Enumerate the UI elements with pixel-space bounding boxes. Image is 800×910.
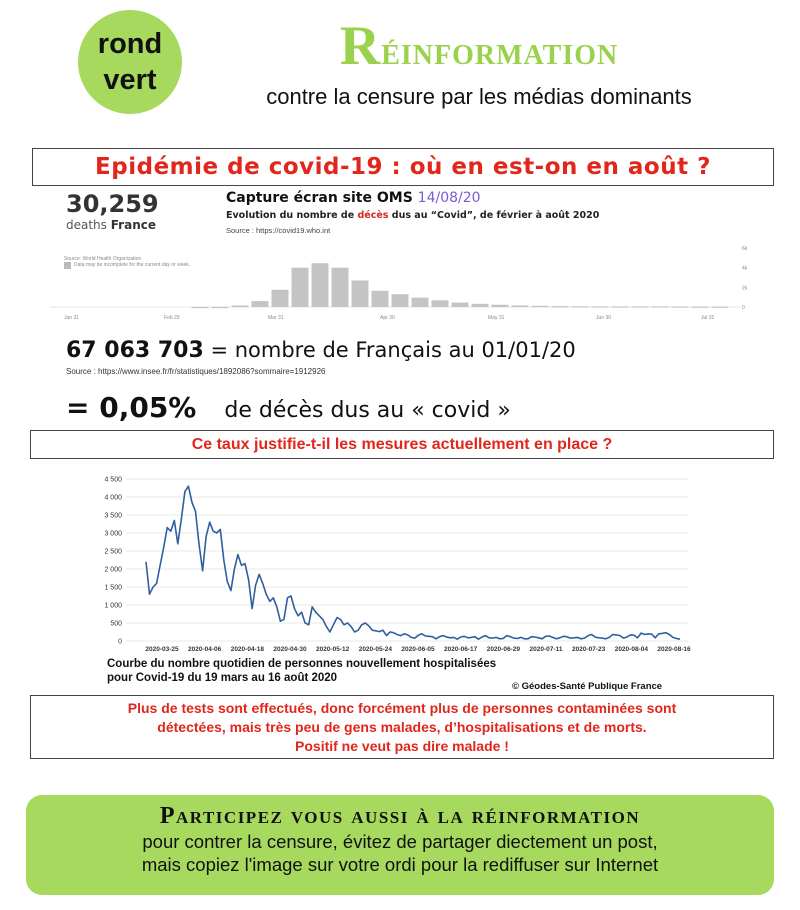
hosp-x-tick-label: 2020-07-11 [529,646,563,653]
hosp-x-tick-label: 2020-03-25 [145,646,179,653]
note-line-3: Positif ne veut pas dire malade ! [295,737,509,754]
main-title-rest: éinformation [381,28,619,73]
who-capture-date: 14/08/20 [417,190,481,206]
main-title [236,14,722,78]
logo-line-2: vert [103,64,157,96]
who-x-tick-label: Feb 29 [164,315,180,321]
hosp-x-tick-label: 2020-06-05 [401,646,435,653]
who-bar [212,307,229,308]
hospitalisations-line-chart [88,467,698,657]
who-bar [372,291,389,307]
who-evo-pre: Evolution du nombre de [226,210,358,221]
who-x-tick-label: Jul 31 [701,315,715,321]
who-x-tick-label: Jun 30 [596,315,612,321]
who-source: Source : https://covid19.who.int [226,226,331,235]
who-bar [352,280,369,307]
note-line-2: détectées, mais très peu de gens malades, d’hospitalisations et de morts. [157,718,647,735]
subtitle: contre la censure par les médias dominants [266,84,692,109]
footer-banner [26,795,774,895]
footer-line-2: mais copiez l'image sur votre ordi pour la rediffuser sur Internet [141,854,659,875]
hosp-x-tick-label: 2020-05-12 [316,646,350,653]
footer-line-1: pour contrer la censure, évitez de partager diectement un post, [142,831,658,852]
who-bar [332,268,349,307]
who-evo-post: dus au “Covid”, de février à août 2020 [388,210,600,221]
hosp-x-tick-label: 2020-06-29 [486,646,520,653]
hosp-y-tick-label: 0 [118,638,122,646]
who-x-tick-label: May 31 [488,315,505,321]
who-deaths-bar-chart [50,240,770,325]
who-bar [272,290,289,307]
who-bar [452,303,469,307]
who-evo-red: décès [357,210,389,221]
hosp-x-tick-label: 2020-05-24 [358,646,392,653]
hosp-caption [107,657,496,685]
headline-text: Epidémie de covid-19 : où en est-on en août ? [95,154,711,180]
who-y-tick-label: 0 [742,305,745,311]
hosp-credit: © Géodes-Santé Publique France [512,681,663,692]
hosp-x-tick-label: 2020-04-06 [188,646,222,653]
who-evolution-text [226,210,599,221]
population-line [66,338,576,363]
who-bar [232,306,249,307]
who-y-tick-label: 6k [742,246,748,252]
hosp-x-tick-label: 2020-08-16 [657,646,691,653]
who-bar [292,268,309,307]
who-bar [612,306,629,307]
hosp-x-tick-label: 2020-06-17 [444,646,478,653]
who-bar [532,306,549,307]
who-capture-label: Capture écran site OMS [226,190,413,206]
hosp-y-tick-label: 2 000 [104,566,122,574]
rond-vert-logo [78,10,182,114]
rate-text: de décès dus au « covid » [224,398,511,423]
who-bar [512,305,529,307]
who-x-tick-label: Apr 30 [380,315,395,321]
hosp-y-tick-label: 3 500 [104,512,122,520]
population-text: = nombre de Français au 01/01/20 [203,338,576,362]
hosp-y-tick-label: 1 500 [104,584,122,592]
hosp-y-tick-label: 1 000 [104,602,122,610]
note-box [30,695,774,759]
who-bar [572,306,589,307]
who-bar [192,307,209,308]
rate-equals: = [66,391,100,424]
hosp-y-tick-label: 3 000 [104,530,122,538]
who-bar [712,307,729,308]
population-source: Source : https://www.insee.fr/fr/statistiques/1892086?sommaire=1912926 [66,367,326,376]
population-number: 67 063 703 [66,338,204,363]
hosp-y-tick-label: 4 500 [104,476,122,484]
who-bar [672,306,689,307]
who-bar [312,263,329,307]
rate-value: 0,05% [99,391,197,424]
who-deaths-label [66,218,156,232]
hosp-y-tick-label: 4 000 [104,494,122,502]
who-bar [252,301,269,307]
who-bar [592,306,609,307]
hosp-series-line [146,486,680,639]
logo-line-1: rond [97,28,163,60]
who-bar [412,298,429,307]
main-title-initial: R [339,15,382,77]
rate-line [66,391,511,424]
who-x-tick-label: Mar 31 [268,315,284,321]
hosp-y-tick-label: 2 500 [104,548,122,556]
who-x-tick-label: Jan 31 [64,315,80,321]
question-text: Ce taux justifie-t-il les mesures actuellement en place ? [191,435,613,453]
who-bar [472,304,489,307]
note-line-1: Plus de tests sont effectués, donc forcément plus de personnes contaminées sont [127,699,677,716]
who-capture-title [226,190,481,206]
hosp-x-tick-label: 2020-08-04 [614,646,648,653]
who-y-tick-label: 2k [742,285,748,292]
who-legend-text: Data may be incomplete for the current day or week. [74,262,191,268]
hosp-caption-line-1: Courbe du nombre quotidien de personnes nouvellement hospitalisées [107,658,497,670]
who-bar [652,306,669,307]
question-box [30,430,774,459]
who-bar [392,294,409,307]
who-bar [492,305,509,307]
who-legend-source: Source: World Health Organization [64,256,142,262]
hosp-x-tick-label: 2020-04-30 [273,646,307,653]
hosp-x-tick-label: 2020-07-23 [572,646,606,653]
who-y-tick-label: 4k [742,265,748,272]
who-bar [552,306,569,307]
headline-box [32,148,774,186]
who-bar [632,306,649,307]
who-death-count: 30,259 [66,190,159,218]
footer-title: Participez vous aussi à la réinformation [159,803,641,829]
hosp-x-tick-label: 2020-04-18 [230,646,264,653]
who-bar [692,307,709,308]
hosp-y-tick-label: 500 [110,620,122,628]
who-bar [432,300,449,307]
who-country: France [110,218,156,232]
hosp-caption-line-2: pour Covid-19 du 19 mars au 16 août 2020 [107,672,338,684]
who-deaths-word: deaths [66,218,107,232]
